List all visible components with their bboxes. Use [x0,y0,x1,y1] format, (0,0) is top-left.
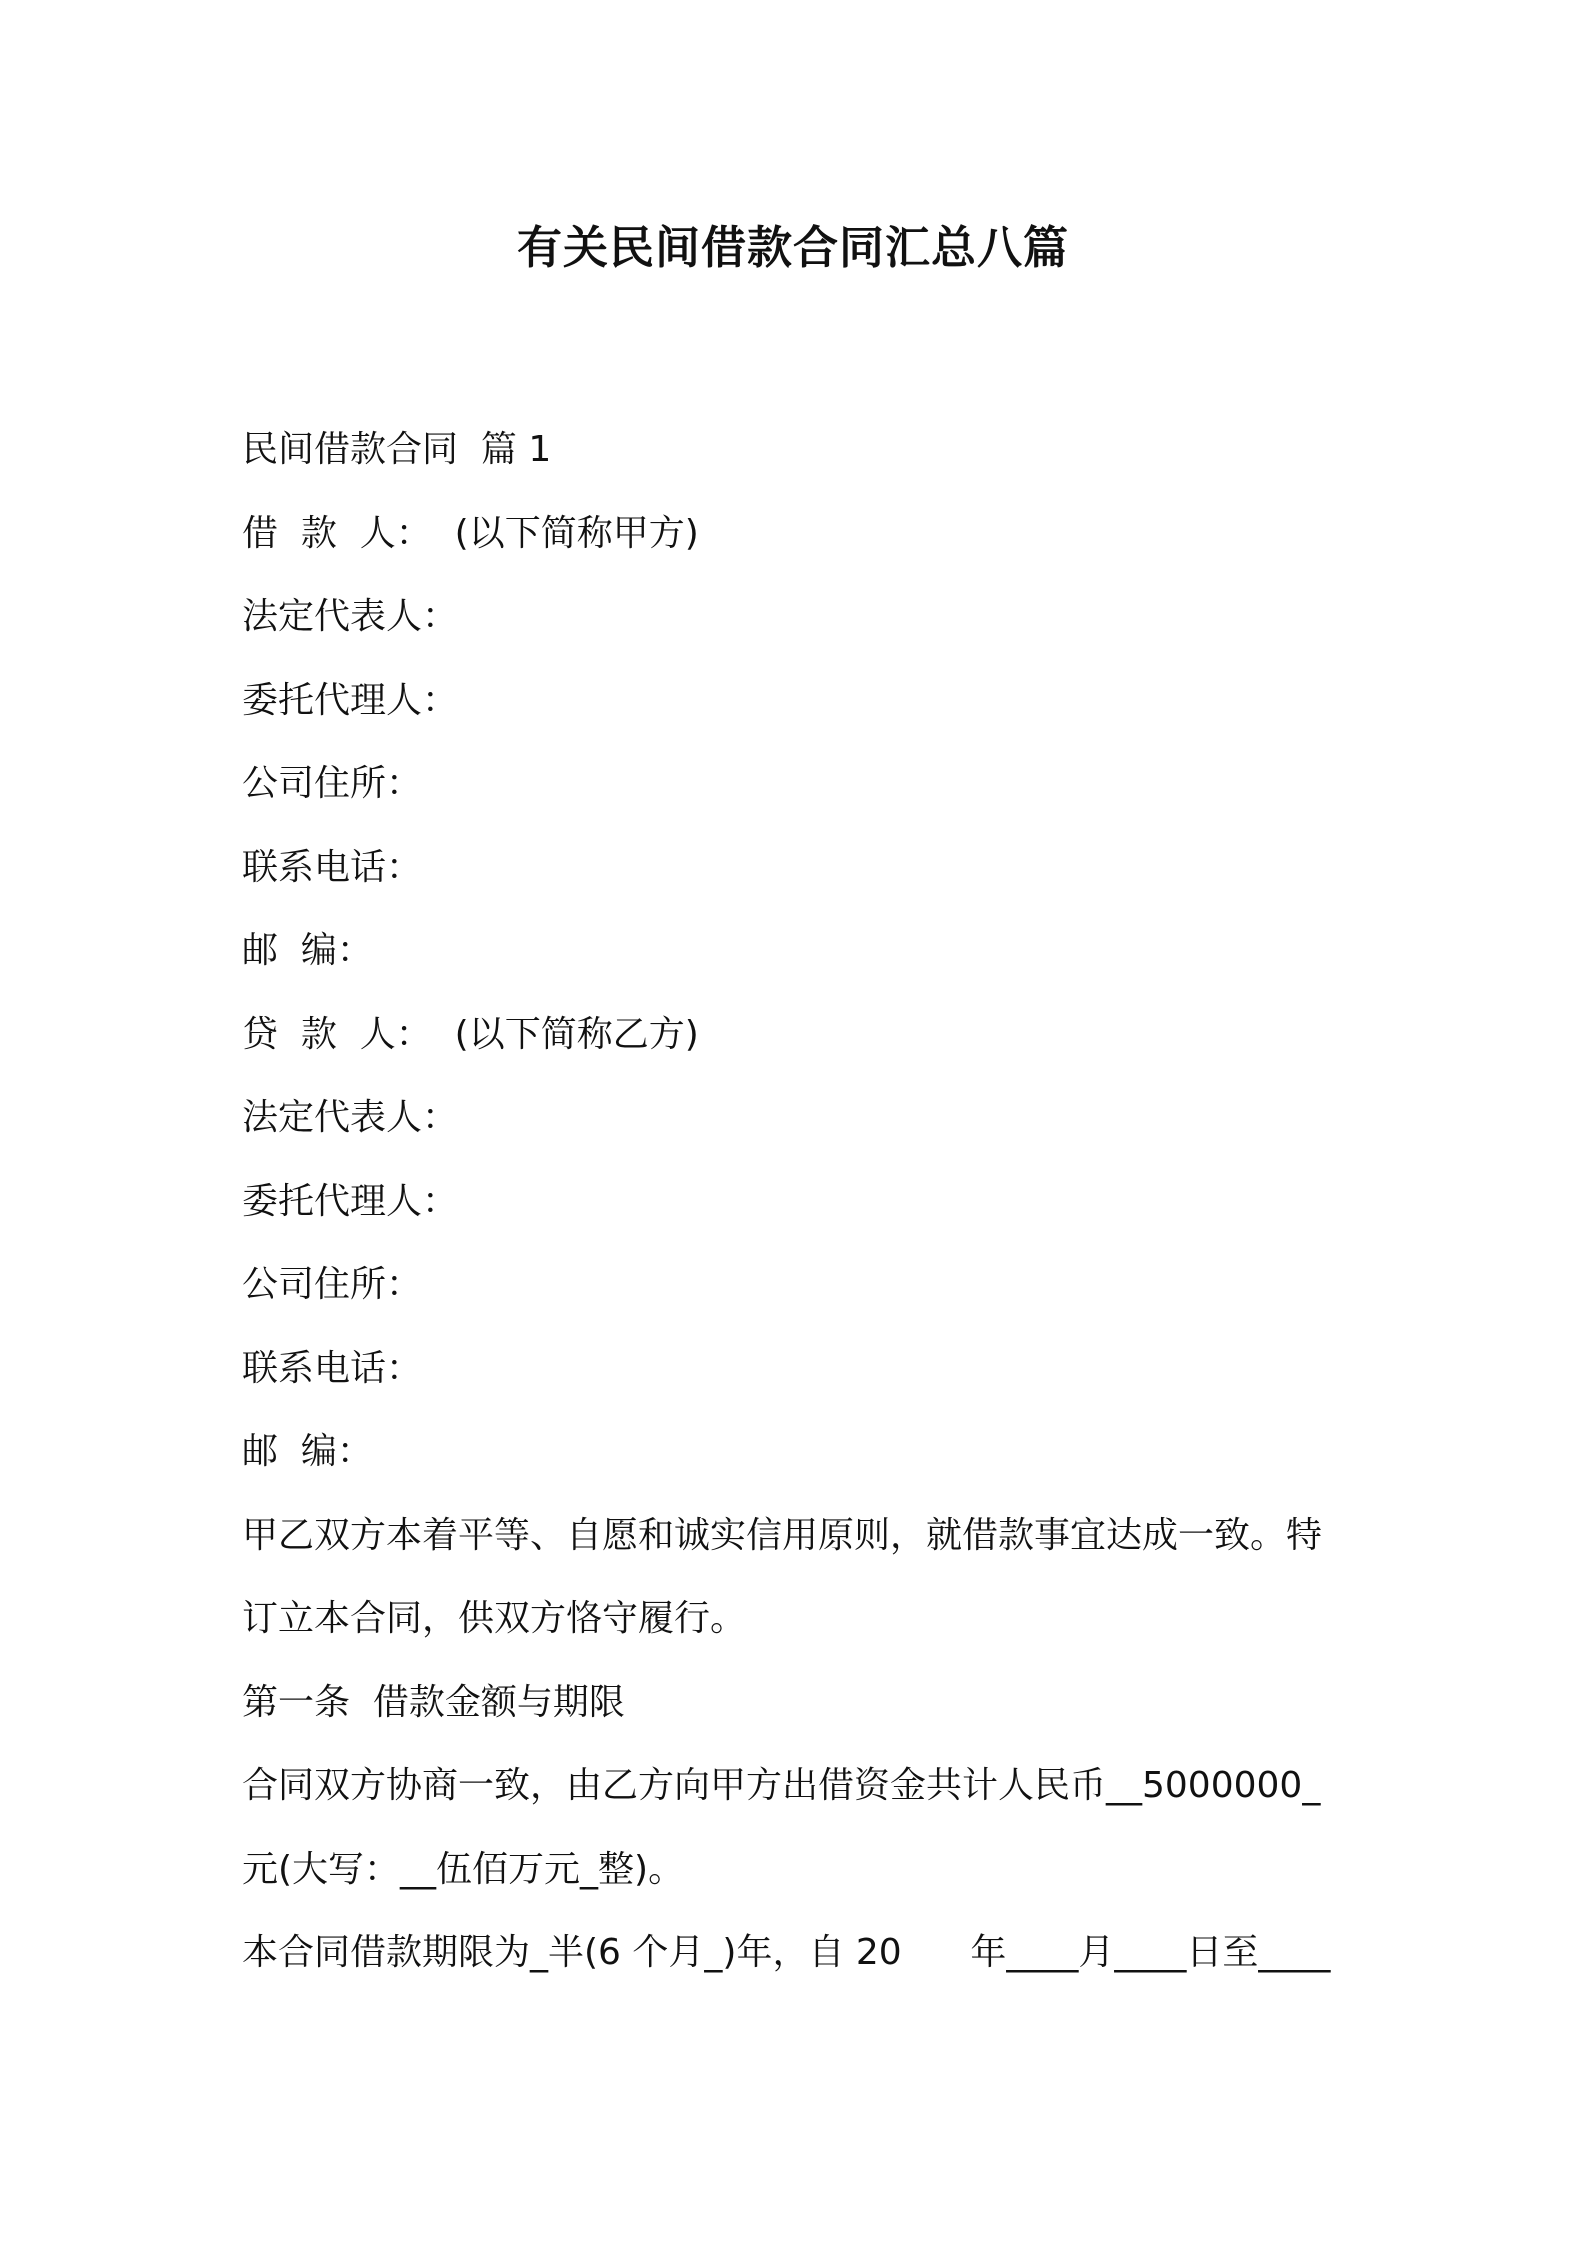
article-one-heading: 第一条 借款金额与期限 [242,1681,625,1723]
document-title: 有关民间借款合同汇总八篇 [516,221,1069,274]
loan-amount-line-1: 合同双方协商一致，由乙方向甲方出借资金共计人民币__5000000_ [242,1765,1321,1806]
loan-term-line: 本合同借款期限为_半(6 个月_)年，自 20 年____月____日至____ [242,1932,1331,1973]
preamble-line-2: 订立本合同，供双方恪守履行。 [242,1598,747,1639]
section-heading: 民间借款合同 篇 1 [242,429,552,470]
borrower-address-line: 公司住所： [242,763,423,804]
document-body [242,408,1362,1995]
lender-phone-line: 联系电话： [242,1347,423,1389]
lender-line: 贷 款 人： (以下简称乙方) [242,1013,699,1055]
borrower-postcode-line: 邮 编： [242,930,373,971]
preamble-line-1: 甲乙双方本着平等、自愿和诚实信用原则，就借款事宜达成一致。特 [242,1514,1323,1556]
borrower-phone-line: 联系电话： [242,846,423,888]
lender-agent-line: 委托代理人： [242,1180,459,1222]
borrower-agent-line: 委托代理人： [242,679,459,721]
loan-amount-line-2: 元(大写：__伍佰万元_整)。 [242,1848,685,1890]
lender-legal-rep-line: 法定代表人： [242,1097,459,1138]
lender-postcode-line: 邮 编： [242,1431,373,1472]
borrower-line: 借 款 人： (以下简称甲方) [242,512,699,554]
borrower-legal-rep-line: 法定代表人： [242,596,459,637]
lender-address-line: 公司住所： [242,1264,423,1305]
